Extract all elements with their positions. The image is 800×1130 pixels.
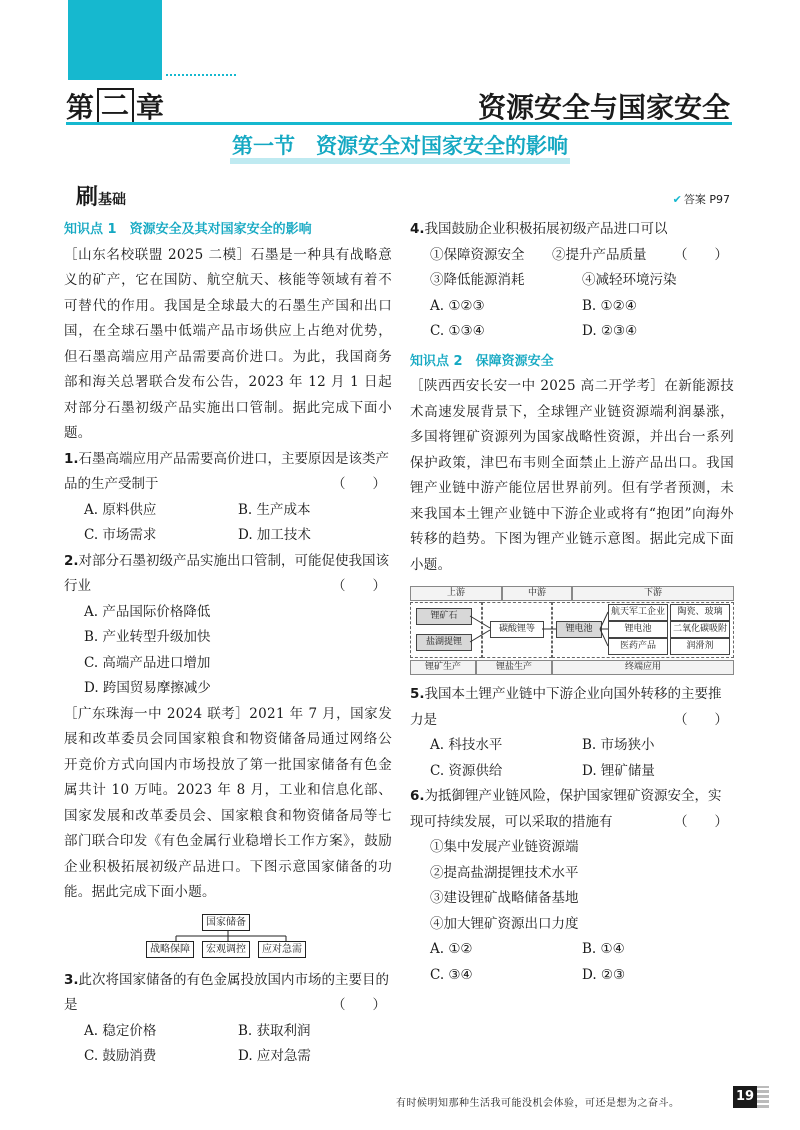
chain-header-midstream: 中游 bbox=[502, 586, 572, 601]
question-3-options-ab bbox=[64, 1019, 392, 1045]
chain-box-battery: 锂电池 bbox=[556, 621, 602, 638]
option-c[interactable]: C. ①③④ bbox=[430, 323, 485, 339]
option-a[interactable]: A. 科技水平 bbox=[430, 737, 503, 753]
left-column bbox=[64, 217, 392, 1070]
question-5-options-ab bbox=[410, 733, 734, 759]
option-a[interactable]: A. ①② bbox=[430, 941, 473, 957]
header-color-block bbox=[68, 0, 162, 80]
answer-reference: ✔ 答案 P97 bbox=[672, 193, 730, 206]
question-1-options-ab bbox=[64, 498, 392, 524]
option-d[interactable]: D. 跨国贸易摩擦减少 bbox=[84, 680, 211, 696]
question-4: 4.我国鼓励企业积极拓展初级产品进口可以 bbox=[410, 221, 668, 237]
statement-3: ③降低能源消耗 bbox=[430, 272, 525, 288]
option-b[interactable]: B. ①②④ bbox=[582, 297, 637, 314]
chain-box-medicine: 医药产品 bbox=[608, 638, 668, 655]
chain-box-battery-2: 锂电池 bbox=[608, 621, 668, 638]
question-6-options-ab bbox=[410, 937, 734, 963]
passage-lithium: ［陕西西安长安一中 2025 高二开学考］在新能源技术高速发展背景下，全球锂产业链资源端利润暴涨，多国将锂矿资源列为国家战略性资源，并出台一系列保护政策，津巴布韦则全面禁止上游产品出口。我国锂产业链中游产能位居世界前列。但有学者预测，未来我国本土锂产业链中下游企业或将有“抱团”向海外转移的趋势。下图为锂产业链示意图。据此完成下面小题。 bbox=[410, 378, 734, 573]
option-b[interactable]: B. 市场狭小 bbox=[582, 737, 655, 753]
chapter-title: 资源安全与国家安全 bbox=[477, 91, 730, 124]
question-3: 3.此次将国家储备的有色金属投放国内市场的主要目的是 （ ） bbox=[64, 968, 392, 1019]
lithium-chain-diagram bbox=[410, 586, 734, 676]
option-d[interactable]: D. 应对急需 bbox=[238, 1048, 311, 1064]
statement-2: ②提高盐湖提锂技术水平 bbox=[430, 864, 579, 881]
statement-3: ③建设锂矿战略储备基地 bbox=[430, 890, 579, 906]
question-4-stmts-34 bbox=[410, 268, 734, 294]
page-number-decoration bbox=[757, 1086, 769, 1108]
question-3-options-cd bbox=[64, 1044, 392, 1070]
knowledge-point-1: 知识点 1 资源安全及其对国家安全的影响 bbox=[64, 222, 312, 237]
shua-char: 刷 bbox=[76, 185, 99, 210]
answer-blank[interactable]: （ ） bbox=[674, 813, 728, 830]
chapter-prefix: 第 bbox=[66, 91, 96, 124]
chain-box-lubricant: 润滑剂 bbox=[670, 638, 730, 655]
option-b[interactable]: B. 产业转型升级加快 bbox=[84, 629, 211, 645]
statement-4: ④减轻环境污染 bbox=[582, 272, 677, 288]
question-4-options-cd bbox=[410, 319, 734, 345]
chain-footer-terminal: 终端应用 bbox=[552, 660, 734, 675]
option-d[interactable]: D. ②③④ bbox=[582, 323, 638, 339]
chain-box-ceramics: 陶瓷、玻璃 bbox=[670, 604, 730, 621]
chain-box-salt-lake: 盐湖提锂 bbox=[416, 634, 472, 651]
diagram-item-strategic: 战略保障 bbox=[146, 941, 194, 958]
question-2: 2.对部分石墨初级产品实施出口管制，可能促使我国该行业 （ ） bbox=[64, 549, 392, 600]
answer-blank[interactable]: （ ） bbox=[332, 476, 386, 492]
chapter-label bbox=[66, 86, 165, 126]
statement-1: ①保障资源安全 bbox=[430, 246, 525, 263]
chapter-suffix: 章 bbox=[136, 91, 166, 124]
option-a[interactable]: A. 稳定价格 bbox=[84, 1022, 157, 1039]
national-reserve-diagram bbox=[64, 912, 392, 962]
diagram-item-emergency: 应对急需 bbox=[258, 941, 306, 958]
answer-blank[interactable]: （ ） bbox=[332, 997, 386, 1013]
chain-box-ore: 锂矿石 bbox=[416, 608, 472, 625]
option-c[interactable]: C. 资源供给 bbox=[430, 762, 503, 779]
section-title: 第一节 资源安全对国家安全的影响 bbox=[0, 130, 800, 160]
header-rule bbox=[66, 122, 732, 125]
chapter-number: 二 bbox=[97, 88, 134, 124]
option-a[interactable]: A. ①②③ bbox=[430, 297, 485, 314]
option-a[interactable]: A. 产品国际价格降低 bbox=[84, 603, 211, 620]
option-c[interactable]: C. 市场需求 bbox=[84, 527, 157, 543]
passage-graphite: ［山东名校联盟 2025 二模］石墨是一种具有战略意义的矿产，它在国防、航空航天、核能等领域有着不可替代的作用。我国是全球最大的石墨生产国和出口国，在全球石墨中低端产品市场供应上占绝对优势，但石墨高端应用产品需要高价进口。为此，我国商务部和海关总署联合发布公告，2023 年 12 月 1 日起对部分石墨初级产品实施出口管制。据此完成下面小题。 bbox=[64, 246, 392, 441]
page-number: 19 bbox=[733, 1086, 757, 1108]
chain-box-co2: 二氧化碳吸附 bbox=[670, 621, 730, 638]
right-column bbox=[410, 217, 734, 988]
chain-header-upstream: 上游 bbox=[410, 586, 502, 601]
question-6: 6.为抵御锂产业链风险，保护国家锂矿资源安全，实现可持续发展，可以采取的措施有 （ ） bbox=[410, 784, 734, 835]
question-4-options-ab bbox=[410, 294, 734, 320]
question-6-options-cd bbox=[410, 963, 734, 989]
statement-4: ④加大锂矿资源出口力度 bbox=[430, 915, 579, 932]
option-c[interactable]: C. 鼓励消费 bbox=[84, 1048, 157, 1064]
diagram-top-box: 国家储备 bbox=[202, 914, 250, 931]
statement-2: ②提升产品质量 bbox=[552, 246, 647, 263]
shua-jichu-label bbox=[76, 180, 126, 211]
option-a[interactable]: A. 原料供应 bbox=[84, 501, 157, 518]
question-1: 1.石墨高端应用产品需要高价进口，主要原因是该类产品的生产受制于 （ ） bbox=[64, 447, 392, 498]
footer-quote: 有时候明知那种生活我可能没机会体验，可还是想为之奋斗。 bbox=[396, 1098, 680, 1109]
option-c[interactable]: C. ③④ bbox=[430, 966, 473, 983]
question-5-options-cd bbox=[410, 759, 734, 785]
question-4-stmts-12 bbox=[410, 243, 674, 269]
option-b[interactable]: B. ①④ bbox=[582, 941, 625, 957]
diagram-item-macro: 宏观调控 bbox=[202, 941, 250, 958]
passage-national-reserve: ［广东珠海一中 2024 联考］2021 年 7 月，国家发展和改革委员会同国家粮食和物资储备局通过网络公开竞价方式向国内市场投放了第一批国家储备有色金属共计 10 万吨。2023 年 8 月，工业和信息化部、国家发展和改革委员会、国家粮食和物资储备局等七部门联合印发《有色金属行业稳增长工作方案》，鼓励企业积极拓展初级产品进口。下图示意国家储备的功能。据此完成下面小题。 bbox=[64, 705, 392, 900]
question-1-options-cd bbox=[64, 523, 392, 549]
shua-sub: 基础 bbox=[98, 192, 127, 208]
answer-blank[interactable]: （ ） bbox=[332, 578, 386, 594]
statement-1: ①集中发展产业链资源端 bbox=[430, 839, 579, 855]
question-5: 5.我国本土锂产业链中下游企业向国外转移的主要推力是 （ ） bbox=[410, 682, 734, 733]
chain-footer-salt: 锂盐生产 bbox=[476, 660, 552, 675]
chain-box-aerospace: 航天军工企业 bbox=[608, 604, 668, 621]
option-b[interactable]: B. 获取利润 bbox=[238, 1022, 311, 1039]
header-dotted-line bbox=[166, 74, 236, 76]
option-d[interactable]: D. ②③ bbox=[582, 966, 626, 983]
answer-blank[interactable]: （ ） bbox=[674, 246, 728, 263]
check-icon: ✔ bbox=[672, 193, 682, 206]
chain-header-downstream: 下游 bbox=[572, 586, 734, 601]
option-b[interactable]: B. 生产成本 bbox=[238, 501, 311, 518]
chain-box-carbonate: 碳酸锂等 bbox=[490, 621, 544, 638]
option-d[interactable]: D. 加工技术 bbox=[238, 527, 311, 543]
answer-blank[interactable]: （ ） bbox=[674, 711, 728, 728]
knowledge-point-2: 知识点 2 保障资源安全 bbox=[410, 353, 554, 369]
option-d[interactable]: D. 锂矿储量 bbox=[582, 762, 655, 779]
option-c[interactable]: C. 高端产品进口增加 bbox=[84, 654, 211, 671]
chain-footer-ore: 锂矿生产 bbox=[410, 660, 476, 675]
